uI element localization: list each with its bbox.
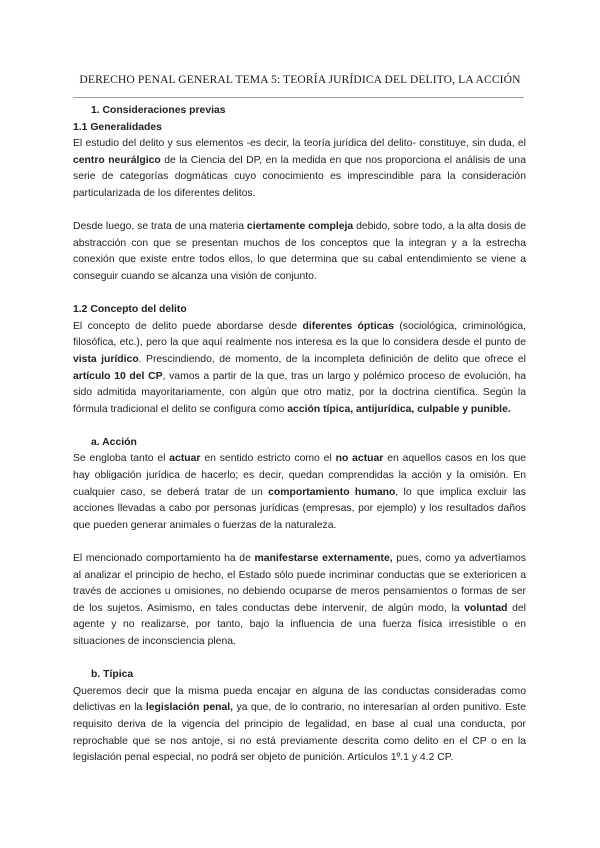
section-heading-consideraciones: 1. Consideraciones previas — [91, 105, 226, 116]
bold-phrase: actuar — [169, 453, 201, 465]
bold-phrase: voluntad — [464, 602, 508, 614]
bold-phrase: comportamiento humano — [268, 486, 396, 498]
bold-phrase: artículo 10 del CP — [73, 370, 163, 382]
section-heading-accion: a. Acción — [91, 436, 137, 448]
subsection-heading-generalidades: 1.1 Generalidades — [73, 121, 162, 133]
bold-phrase: no actuar — [335, 453, 384, 465]
bold-phrase: diferentes ópticas — [302, 320, 394, 332]
paragraph-tipica-1: Queremos decir que la misma pueda encajar en alguna de las conductas consideradas como delictivas en la legislación penal, ya que, de lo contrario, no interesarían al orden punitivo. Este requisito deriva de la vigencia del principio de legalidad, en base al cual una conducta, por reprochable que se nos antoje, si no está previamente descrita como delito en el CP o en la legislación penal especial, no podrá ser objeto de punición. Artículos 1º.1 y 4.2 CP. — [73, 685, 526, 764]
bold-phrase: vista jurídico — [73, 353, 139, 365]
title-divider — [73, 97, 524, 98]
section-heading-tipica: b. Típica — [91, 669, 134, 681]
bold-phrase: ciertamente compleja — [246, 221, 354, 233]
bold-phrase: acción típica, antijurídica, culpable y punible. — [287, 403, 511, 415]
paragraph-accion-2: El mencionado comportamiento ha de manifestarse externamente, pues, como ya advertíamos al analizar el principio de hecho, el Estado sólo puede incriminar conductas que se exterioricen a través de acciones u omisiones, no debiendo ocuparse de meros pensamientos o formas de ser de los sujetos. Asimismo, en tales conductas debe intervenir, de algún modo, la voluntad del agente y no realizarse, por tanto, bajo la influencia de una fuerza física irresistible o en situaciones de inconsciencia plena. — [73, 553, 527, 647]
document-body — [73, 103, 526, 767]
bold-phrase: manifestarse externamente, — [254, 553, 393, 565]
bold-phrase: legislación penal, — [145, 702, 234, 714]
paragraph-concepto: El concepto de delito puede abordarse desde diferentes ópticas (sociológica, criminológica, filosófica, etc.), pero la que aquí realmente nos interesa es la que lo considera desde el punto de vista jurídico. Prescindiendo, de momento, de la incompleta definición de delito que ofrece el artículo 10 del CP, vamos a partir de la que, tras un largo y polémico proceso de evolución, ha sido admitida mayoritariamente, con algún que otro matiz, por la doctrina científica. Según la fórmula tradicional el delito se configura como acción típica, antijurídica, culpable y punible. — [73, 320, 526, 415]
document-title: DERECHO PENAL GENERAL TEMA 5: TEORÍA JURÍDICA DEL DELITO, LA ACCIÓN — [79, 73, 521, 86]
paragraph-generalidades-1: El estudio del delito y sus elementos -es decir, la teoría jurídica del delito- constituye, sin duda, el centro neurálgico de la Ciencia del DP, en la medida en que nos proporciona el análisis de una serie de categorías dogmáticas cuyo conocimiento es imprescindible para la consideración particularizada de los diferentes delitos. — [73, 138, 526, 199]
paragraph-accion-1: Se engloba tanto el actuar en sentido estricto como el no actuar en aquellos casos en los que hay obligación jurídica de hacerlo; es decir, quedan comprendidas la acción y la omisión. En cualquier caso, se deberá tratar de un comportamiento humano, lo que implica excluir las acciones llevadas a cabo por personas jurídicas (empresas, por ejemplo) y los resultados daños que pueden generar animales o fuerzas de la naturaleza. — [73, 453, 527, 531]
subsection-heading-concepto: 1.2 Concepto del delito — [73, 304, 187, 316]
bold-phrase: centro neurálgico — [73, 154, 161, 166]
paragraph-generalidades-2: Desde luego, se trata de una materia ciertamente compleja debido, sobre todo, a la alta dosis de abstracción con que se presentan muchos de los conceptos que la integran y a la estrecha conexión que existe entre todos ellos, lo que determina que su cabal entendimiento se viene a conseguir cuando se alcanza una visión de conjunto. — [73, 221, 526, 282]
